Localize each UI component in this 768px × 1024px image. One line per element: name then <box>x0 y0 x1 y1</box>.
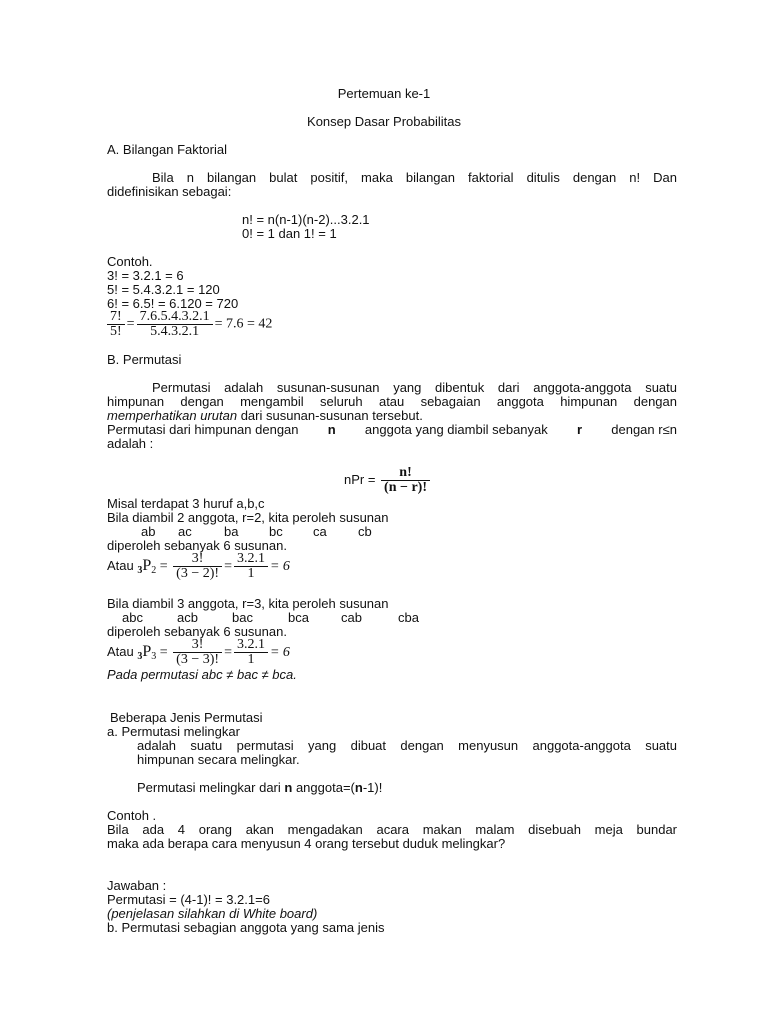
formula-fraction <box>173 638 222 667</box>
statement-text: dengan r <box>611 422 663 437</box>
case3-item: acb <box>177 610 198 625</box>
fraction-denominator: 5.4.3.2.1 <box>137 324 213 339</box>
types-heading: Beberapa Jenis Permutasi <box>110 710 263 725</box>
jawaban-label: Jawaban : <box>107 878 167 893</box>
formula-fraction <box>234 552 268 581</box>
permutation-symbol <box>137 556 157 576</box>
formula-result: = 6 <box>269 644 290 660</box>
fraction-denominator: (3 − 2)! <box>173 566 222 581</box>
npr-fraction <box>381 466 430 495</box>
case2-item: ac <box>178 524 192 539</box>
case3-item: cba <box>398 610 419 625</box>
formula-n: n <box>354 780 363 795</box>
case3-item: bac <box>232 610 253 625</box>
formula-text: Permutasi melingkar dari <box>137 780 285 795</box>
case3-item: bca <box>288 610 309 625</box>
example-line: 5! = 5.4.3.2.1 = 120 <box>107 282 220 297</box>
document-title: Pertemuan ke-1 <box>337 86 431 101</box>
fraction-7-over-5 <box>107 310 125 339</box>
case2-line: Bila diambil 2 anggota, r=2, kita peroleh susunan <box>107 510 389 525</box>
formula-fraction <box>234 638 268 667</box>
subscript: 2 <box>151 564 157 576</box>
permutation-symbol <box>137 642 157 662</box>
example-label: Contoh. <box>107 254 153 269</box>
fraction-expanded <box>137 310 213 339</box>
factorial-definition: n! = n(n-1)(n-2)...3.2.1 <box>242 212 370 227</box>
case2-item: bc <box>269 524 283 539</box>
fraction-numerator: 7! <box>110 309 122 324</box>
case2-item: cb <box>358 524 372 539</box>
fraction-result: = 7.6 = 42 <box>214 316 273 332</box>
fraction-numerator: 3! <box>191 637 204 652</box>
permutation-def-line3 <box>107 408 423 423</box>
statement-n: n <box>327 422 336 437</box>
fraction-denominator: (3 − 3)! <box>173 652 222 667</box>
statement-text: n <box>669 422 677 437</box>
case3-item: cab <box>341 610 362 625</box>
statement-text: Permutasi dari himpunan dengan <box>107 422 299 437</box>
example-line: 3! = 3.2.1 = 6 <box>107 268 184 283</box>
factorial-fraction-example: $\frac{7!}{5!}$ = $\frac{7.6.5.4.3.2.1}{5.4.3.2.1}$ = 7.6 = 42 <box>105 310 272 339</box>
permutation-def-line2: himpunan dengan mengambil seluruh atau sebagaian anggota himpunan dengan <box>107 394 677 409</box>
section-a-heading: A. Bilangan Faktorial <box>107 142 227 157</box>
partial-permutation-heading: b. Permutasi sebagian anggota yang sama jenis <box>107 920 385 935</box>
leq-symbol: ≤ <box>662 422 670 437</box>
permutation-def-line1: Permutasi adalah susunan-susunan yang dibentuk dari anggota-anggota suatu <box>152 380 677 395</box>
atau-label: Atau <box>107 557 138 573</box>
case2-item: ba <box>224 524 239 539</box>
circular-def-line1: adalah suatu permutasi yang dibuat dengan menyusun anggota-anggota suatu <box>137 738 677 753</box>
case3-item: abc <box>122 610 143 625</box>
jawaban-line1: Permutasi = (4-1)! = 3.2.1=6 <box>107 892 270 907</box>
formula-fraction <box>173 552 222 581</box>
statement-r: r <box>576 422 583 437</box>
permutation-statement <box>107 422 677 437</box>
fraction-numerator: 3.2.1 <box>236 637 265 652</box>
circular-formula <box>137 780 382 795</box>
atau-label: Atau <box>107 643 138 659</box>
example-line: 6! = 6.5! = 6.120 = 720 <box>107 296 239 311</box>
subscript: 3 <box>151 650 157 662</box>
case2-item: ca <box>313 524 327 539</box>
formula-n: n <box>284 780 293 795</box>
fraction-numerator: n! <box>399 465 412 480</box>
fraction-numerator: 3! <box>191 551 204 566</box>
emphasis-text: memperhatikan urutan <box>107 408 238 423</box>
contoh-line2: maka ada berapa cara menyusun 4 orang tersebut duduk melingkar? <box>107 836 506 851</box>
case2-formula: Atau $_3P_2$ = $\frac{3!}{(3 - 2)!}$ = $\frac{3.2.1}{1}$ = 6 <box>107 551 290 581</box>
permutation-statement-line2: adalah : <box>107 436 154 451</box>
case2-item: ab <box>141 524 156 539</box>
case3-result: diperoleh sebanyak 6 susunan. <box>107 624 287 639</box>
fraction-denominator: 5! <box>107 324 125 339</box>
formula-text: -1)! <box>362 780 383 795</box>
presubscript: 3 <box>137 650 143 662</box>
case3-formula: Atau $_3P_3$ = $\frac{3!}{(3 - 3)!}$ = $\frac{3.2.1}{1}$ = 6 <box>107 637 290 667</box>
contoh-line1: Bila ada 4 orang akan mengadakan acara makan malam disebuah meja bundar <box>107 822 677 837</box>
case3-line: Bila diambil 3 anggota, r=3, kita peroleh susunan <box>107 596 389 611</box>
p-symbol: P <box>142 642 152 660</box>
fraction-numerator: 7.6.5.4.3.2.1 <box>139 309 210 324</box>
fraction-denominator: (n − r)! <box>381 480 430 495</box>
case2-result: diperoleh sebanyak 6 susunan. <box>107 538 287 553</box>
statement-tail <box>611 422 677 437</box>
def-rest-text: dari susunan-susunan tersebut. <box>237 408 423 423</box>
fraction-denominator: 1 <box>234 652 268 667</box>
p-symbol: P <box>142 556 152 574</box>
permutation-order-note: Pada permutasi abc ≠ bac ≠ bca. <box>107 667 297 682</box>
circular-permutation-heading: a. Permutasi melingkar <box>107 724 240 739</box>
npr-formula <box>344 466 432 495</box>
circular-def-line2: himpunan secara melingkar. <box>137 752 300 767</box>
contoh-label: Contoh . <box>107 808 157 823</box>
section-a-intro-line1: Bila n bilangan bulat positif, maka bilangan faktorial ditulis dengan n! Dan <box>152 170 677 185</box>
factorial-base-cases: 0! = 1 dan 1! = 1 <box>242 226 337 241</box>
formula-text: anggota=( <box>292 780 355 795</box>
jawaban-line2: (penjelasan silahkan di White board) <box>107 906 318 921</box>
section-a-intro-line2: didefinisikan sebagai: <box>107 184 232 199</box>
fraction-numerator: 3.2.1 <box>236 551 265 566</box>
statement-text: anggota yang diambil sebanyak <box>364 422 548 437</box>
npr-label: nPr = <box>344 471 380 487</box>
example-intro: Misal terdapat 3 huruf a,b,c <box>107 496 265 511</box>
presubscript: 3 <box>137 564 143 576</box>
section-b-heading: B. Permutasi <box>107 352 182 367</box>
formula-result: = 6 <box>269 558 290 574</box>
fraction-denominator: 1 <box>234 566 268 581</box>
document-subtitle: Konsep Dasar Probabilitas <box>307 114 461 129</box>
